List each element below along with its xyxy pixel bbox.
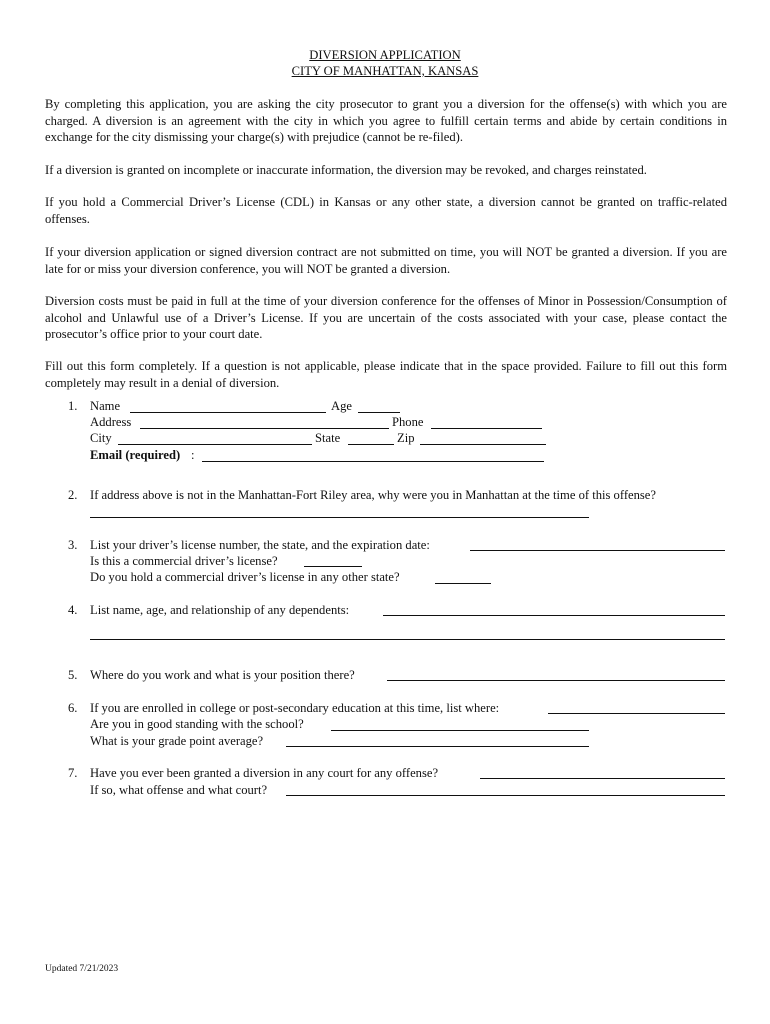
commercial-license-field[interactable] [304, 566, 362, 567]
intro-paragraph-6: Fill out this form completely. If a question is not applicable, please indicate that in the space provided. Failure to fill out this form completely may result in a denial of diversion. [45, 359, 727, 390]
phone-field[interactable] [431, 428, 542, 429]
offense-court-field[interactable] [286, 795, 725, 796]
question-6-number: 6. [68, 701, 78, 715]
email-field[interactable] [202, 461, 544, 462]
question-6-text: If you are enrolled in college or post-secondary education at this time, list where: [90, 701, 500, 715]
address-label: Address [90, 415, 132, 429]
question-3-sub-1: Is this a commercial driver’s license? [90, 554, 278, 568]
question-5-number: 5. [68, 668, 78, 682]
intro-paragraph-4: If your diversion application or signed diversion contract are not submitted on time, you will NOT be granted a diversion. If you are late for or miss your diversion conference, you will NOT be granted a diversion. [45, 245, 727, 276]
city-field[interactable] [118, 444, 312, 445]
address-field[interactable] [140, 428, 389, 429]
question-2-answer-field[interactable] [90, 517, 589, 518]
question-4-number: 4. [68, 603, 78, 617]
question-7-text: Have you ever been granted a diversion in any court for any offense? [90, 766, 439, 780]
question-1-number: 1. [68, 399, 78, 413]
question-4-text: List name, age, and relationship of any dependents: [90, 603, 350, 617]
zip-field[interactable] [420, 444, 546, 445]
question-7-sub-1: If so, what offense and what court? [90, 783, 268, 797]
work-position-field[interactable] [387, 680, 725, 681]
age-label: Age [331, 399, 352, 413]
intro-paragraph-5: Diversion costs must be paid in full at the time of your diversion conference for the offenses of Minor in Possession/Consumption of alcohol and Unlawful use of a Driver’s License. If you are uncertain of the costs associated with your case, please contact the prosecutor’s office prior to your court date. [45, 294, 727, 341]
intro-paragraph-2: If a diversion is granted on incomplete or inaccurate information, the diversion may be revoked, and charges reinstated. [45, 163, 647, 177]
email-label: Email (required) [90, 448, 181, 462]
question-7-number: 7. [68, 766, 78, 780]
dependents-field-2[interactable] [90, 639, 725, 640]
intro-paragraph-1: By completing this application, you are asking the city prosecutor to grant you a diversion for the offense(s) with which you are charged. A diversion is an agreement with the city in which you agree to fulfill certain terms and abide by certain conditions in exchange for the city dismissing your charge(s) with prejudice (cannot be re-filed). [45, 97, 727, 144]
state-label: State [315, 431, 341, 445]
phone-label: Phone [392, 415, 424, 429]
license-info-field[interactable] [470, 550, 725, 551]
city-label: City [90, 431, 112, 445]
question-6-sub-1: Are you in good standing with the school? [90, 717, 304, 731]
dependents-field-1[interactable] [383, 615, 725, 616]
name-label: Name [90, 399, 121, 413]
question-2-number: 2. [68, 488, 78, 502]
intro-paragraph-3: If you hold a Commercial Driver’s License (CDL) in Kansas or any other state, a diversion cannot be granted on traffic-related offenses. [45, 195, 727, 226]
prior-diversion-field[interactable] [480, 778, 725, 779]
zip-label: Zip [397, 431, 415, 445]
question-2-text: If address above is not in the Manhattan-Fort Riley area, why were you in Manhattan at the time of this offense? [90, 488, 656, 502]
question-3-text: List your driver’s license number, the state, and the expiration date: [90, 538, 430, 552]
question-5-text: Where do you work and what is your position there? [90, 668, 355, 682]
question-3-sub-2: Do you hold a commercial driver’s license in any other state? [90, 570, 400, 584]
gpa-field[interactable] [286, 746, 589, 747]
email-label-colon: : [191, 448, 195, 462]
name-field[interactable] [130, 412, 326, 413]
age-field[interactable] [358, 412, 400, 413]
question-6-sub-2: What is your grade point average? [90, 734, 264, 748]
document-subtitle: CITY OF MANHATTAN, KANSAS [291, 64, 479, 78]
state-field[interactable] [348, 444, 394, 445]
good-standing-field[interactable] [331, 730, 589, 731]
other-state-cdl-field[interactable] [435, 583, 491, 584]
question-3-number: 3. [68, 538, 78, 552]
document-title: DIVERSION APPLICATION [309, 48, 461, 62]
college-field[interactable] [548, 713, 725, 714]
updated-date: Updated 7/21/2023 [45, 964, 119, 974]
